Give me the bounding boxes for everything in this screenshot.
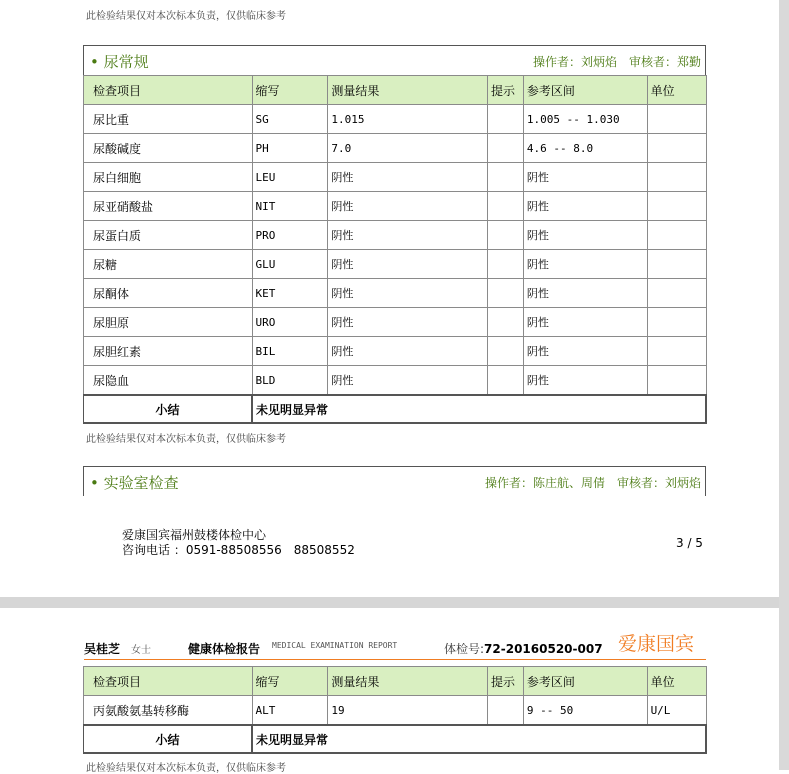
cell-result: 1.015 — [328, 105, 488, 134]
col-header-item: 检查项目 — [84, 76, 253, 105]
cell-result: 阴性 — [328, 192, 488, 221]
cell-hint — [487, 192, 523, 221]
section-operators: 操作者：陈庄航、周倩 审核者：刘炳焰 — [484, 476, 701, 490]
cell-item: 尿酸碱度 — [84, 134, 253, 163]
cell-unit — [647, 105, 706, 134]
cell-abbr: PRO — [252, 221, 328, 250]
table-header-row — [84, 76, 707, 105]
cell-item: 尿白细胞 — [84, 163, 253, 192]
summary-label: 小结 — [84, 725, 253, 753]
cell-hint — [487, 134, 523, 163]
cell-result: 阴性 — [328, 337, 488, 366]
cell-hint — [487, 337, 523, 366]
cell-item: 尿亚硝酸盐 — [84, 192, 253, 221]
cell-item: 尿酮体 — [84, 279, 253, 308]
cell-range: 4.6 -- 8.0 — [523, 134, 647, 163]
table-row — [84, 134, 707, 163]
cell-item: 尿蛋白质 — [84, 221, 253, 250]
patient-name: 吴桂芝 — [84, 642, 121, 656]
footer-organization: 爱康国宾福州鼓楼体检中心 — [122, 528, 267, 542]
cell-hint — [487, 366, 523, 396]
table-row — [84, 279, 707, 308]
table-row — [84, 221, 707, 250]
cell-range: 1.005 -- 1.030 — [523, 105, 647, 134]
table-header-row — [84, 667, 707, 696]
summary-label: 小结 — [84, 395, 253, 423]
section-operators: 操作者：刘炳焰 审核者：郑勤 — [532, 55, 701, 69]
cell-unit — [647, 221, 706, 250]
cell-hint — [487, 250, 523, 279]
report-title-en: MEDICAL EXAMINATION REPORT — [272, 641, 398, 650]
cell-unit: U/L — [647, 696, 706, 726]
cell-hint — [487, 105, 523, 134]
cell-abbr: KET — [252, 279, 328, 308]
cell-range: 阴性 — [523, 163, 647, 192]
summary-value: 未见明显异常 — [252, 725, 706, 753]
page-number: 3 / 5 — [676, 536, 703, 550]
cell-hint — [487, 279, 523, 308]
table-row — [84, 696, 707, 726]
cell-unit — [647, 366, 706, 396]
section-title: • 尿常规 — [90, 53, 149, 71]
cell-range: 阴性 — [523, 366, 647, 396]
cell-unit — [647, 250, 706, 279]
patient-gender: 女士 — [131, 645, 151, 656]
col-header-unit: 单位 — [647, 76, 706, 105]
cell-hint — [487, 163, 523, 192]
report-header — [84, 633, 707, 660]
col-header-hint: 提示 — [487, 76, 523, 105]
col-header-abbr: 缩写 — [252, 667, 328, 696]
disclaimer-note: 此检验结果仅对本次标本负责，仅供临床参考 — [86, 11, 286, 22]
table-row — [84, 163, 707, 192]
exam-number — [444, 640, 603, 657]
summary-row — [84, 725, 707, 753]
cell-abbr: GLU — [252, 250, 328, 279]
cell-result: 阴性 — [328, 366, 488, 396]
cell-unit — [647, 192, 706, 221]
table-row — [84, 250, 707, 279]
col-header-range: 参考区间 — [523, 667, 647, 696]
cell-item: 尿隐血 — [84, 366, 253, 396]
cell-range: 阴性 — [523, 192, 647, 221]
cell-item: 尿比重 — [84, 105, 253, 134]
cell-item: 尿胆红素 — [84, 337, 253, 366]
cell-result: 19 — [328, 696, 488, 726]
col-header-abbr: 缩写 — [252, 76, 328, 105]
cell-result: 阴性 — [328, 221, 488, 250]
footer-phone: 咨询电话 ：0591-88508556 88508552 — [122, 543, 355, 557]
cell-unit — [647, 308, 706, 337]
cell-result: 7.0 — [328, 134, 488, 163]
cell-abbr: URO — [252, 308, 328, 337]
cell-result: 阴性 — [328, 279, 488, 308]
cell-abbr: BIL — [252, 337, 328, 366]
cell-range: 阴性 — [523, 250, 647, 279]
urine-results-table — [83, 75, 707, 424]
viewer-scrollbar-track[interactable] — [779, 0, 789, 770]
disclaimer-note-2: 此检验结果仅对本次标本负责，仅供临床参考 — [86, 434, 286, 445]
table-row — [84, 366, 707, 396]
cell-unit — [647, 134, 706, 163]
cell-range: 阴性 — [523, 221, 647, 250]
section-title: • 实验室检查 — [90, 474, 179, 492]
disclaimer-note-3: 此检验结果仅对本次标本负责，仅供临床参考 — [86, 763, 286, 774]
table-row — [84, 105, 707, 134]
cell-hint — [487, 308, 523, 337]
cell-abbr: LEU — [252, 163, 328, 192]
col-header-item: 检查项目 — [84, 667, 253, 696]
col-header-result: 测量结果 — [328, 76, 488, 105]
cell-range: 阴性 — [523, 279, 647, 308]
cell-result: 阴性 — [328, 250, 488, 279]
cell-abbr: ALT — [252, 696, 328, 726]
cell-unit — [647, 279, 706, 308]
header-divider — [84, 659, 706, 660]
cell-item: 尿胆原 — [84, 308, 253, 337]
page-separator — [0, 597, 789, 608]
summary-value: 未见明显异常 — [252, 395, 706, 423]
section-header-urine-routine — [83, 45, 706, 75]
summary-row — [84, 395, 707, 423]
page-footer — [122, 528, 355, 558]
col-header-unit: 单位 — [647, 667, 706, 696]
brand-logo: 爱康国宾 — [618, 633, 695, 655]
lab-results-table — [83, 666, 707, 754]
cell-result: 阴性 — [328, 163, 488, 192]
table-row — [84, 192, 707, 221]
report-title: 健康体检报告 — [188, 642, 261, 656]
col-header-hint: 提示 — [487, 667, 523, 696]
cell-range: 9 -- 50 — [523, 696, 647, 726]
col-header-result: 测量结果 — [328, 667, 488, 696]
table-row — [84, 337, 707, 366]
cell-abbr: SG — [252, 105, 328, 134]
cell-result: 阴性 — [328, 308, 488, 337]
table-row — [84, 308, 707, 337]
cell-item: 丙氨酸氨基转移酶 — [84, 696, 253, 726]
cell-range: 阴性 — [523, 337, 647, 366]
cell-range: 阴性 — [523, 308, 647, 337]
cell-hint — [487, 696, 523, 726]
exam-number-value: 72-20160520-007 — [484, 642, 603, 656]
cell-item: 尿糖 — [84, 250, 253, 279]
section-header-lab-exam — [83, 466, 706, 496]
cell-abbr: NIT — [252, 192, 328, 221]
col-header-range: 参考区间 — [523, 76, 647, 105]
cell-unit — [647, 163, 706, 192]
exam-number-label: 体检号: — [444, 642, 485, 656]
cell-abbr: BLD — [252, 366, 328, 396]
cell-unit — [647, 337, 706, 366]
cell-abbr: PH — [252, 134, 328, 163]
cell-hint — [487, 221, 523, 250]
